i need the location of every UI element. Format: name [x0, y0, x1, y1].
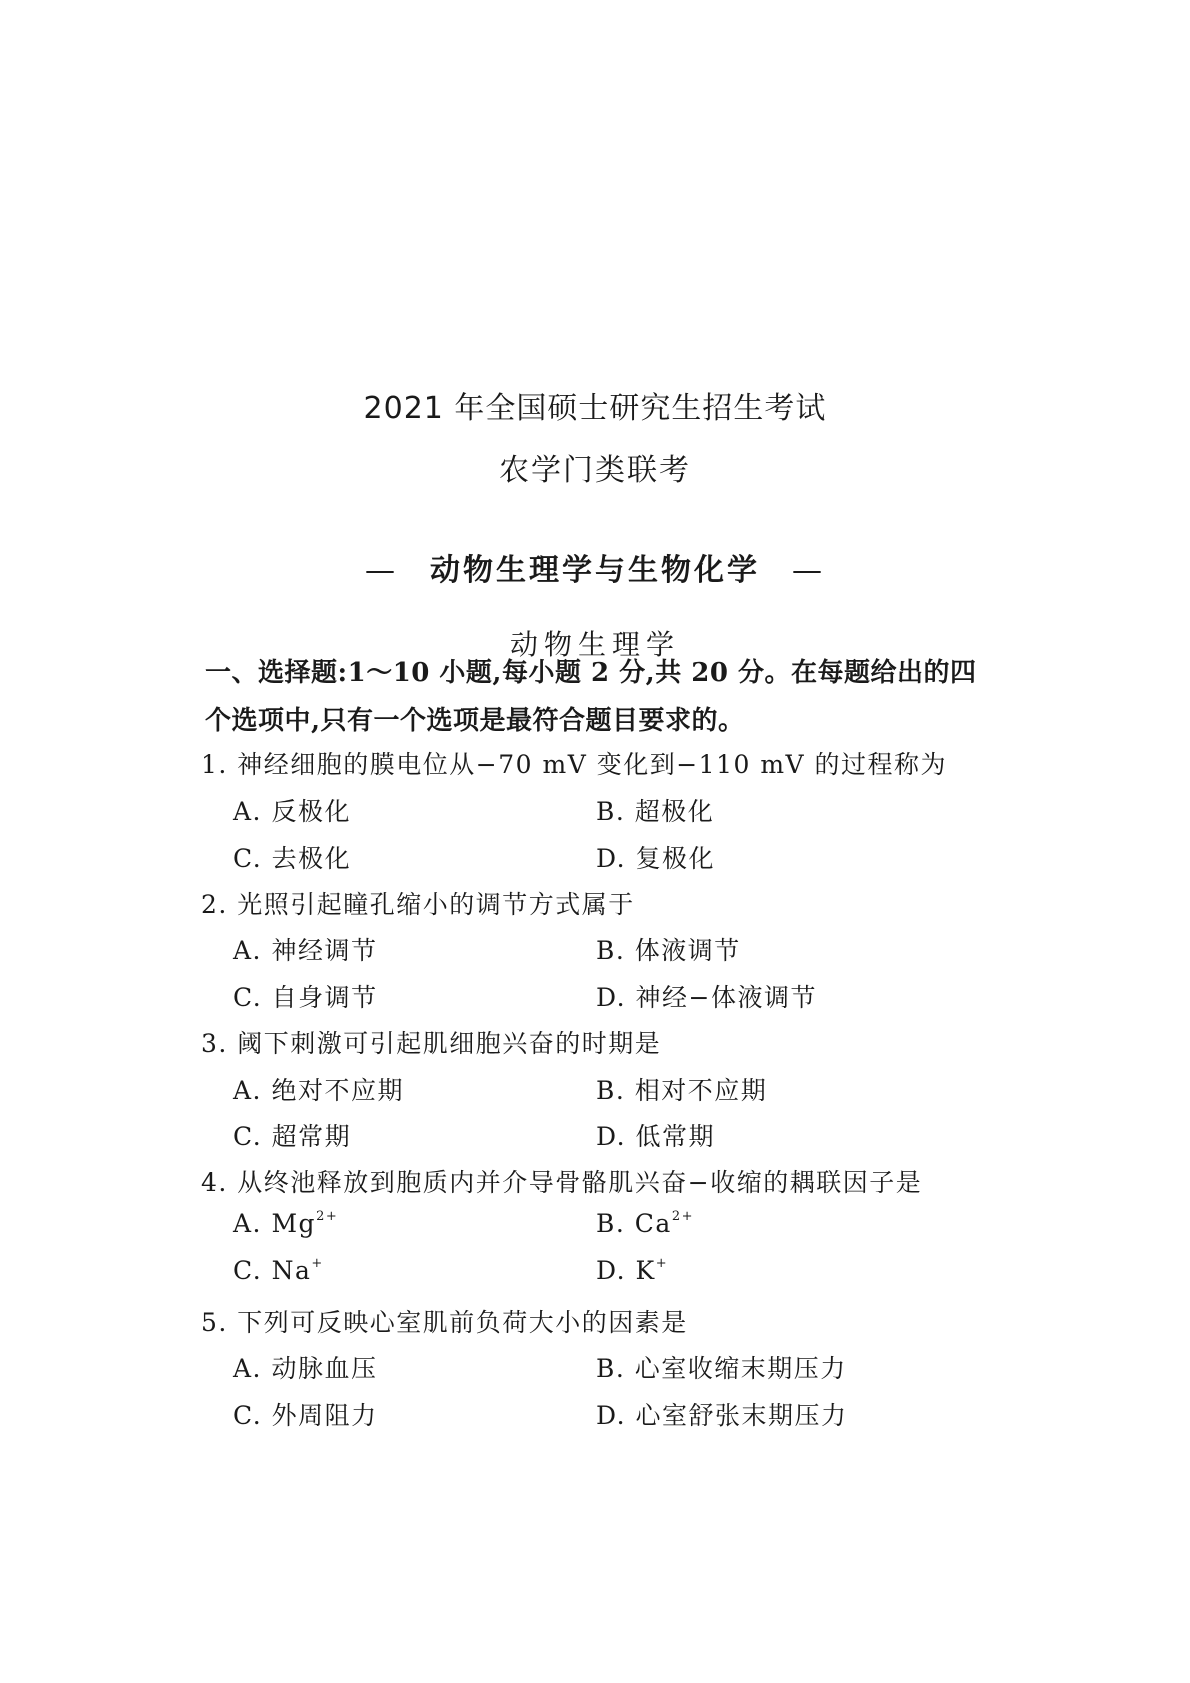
question-2-option-d: D. 神经−体液调节	[596, 983, 817, 1012]
option-label: B. Ca	[596, 1209, 672, 1238]
question-5-option-c: C. 外周阻力	[233, 1401, 378, 1430]
option-label: C. Na	[233, 1256, 312, 1285]
question-5-option-b: B. 心室收缩末期压力	[596, 1354, 847, 1383]
exam-category: 农学门类联考	[499, 453, 691, 488]
question-4-option-d	[596, 1256, 668, 1285]
question-4-option-a	[233, 1209, 338, 1238]
subject-heading	[0, 545, 1190, 589]
question-1-option-d: D. 复极化	[596, 844, 716, 873]
question-3-option-b: B. 相对不应期	[596, 1076, 768, 1105]
instructions-line-1: 一、选择题:1～10 小题,每小题 2 分,共 20 分。在每题给出的四	[205, 658, 977, 688]
question-3-option-a: A. 绝对不应期	[233, 1076, 404, 1105]
question-3-stem: 3. 阈下刺激可引起肌细胞兴奋的时期是	[201, 1029, 662, 1058]
question-4-stem: 4. 从终池释放到胞质内并介导骨骼肌兴奋−收缩的耦联因子是	[201, 1168, 923, 1197]
question-5-option-a: A. 动脉血压	[233, 1354, 378, 1383]
question-4-option-b	[596, 1209, 694, 1238]
question-5-option-d: D. 心室舒张末期压力	[596, 1401, 848, 1430]
instructions-line-2: 个选项中,只有一个选项是最符合题目要求的。	[205, 706, 745, 736]
subject-dash-right: —	[792, 553, 825, 588]
ion-charge: +	[655, 1255, 669, 1271]
question-2-option-a: A. 神经调节	[233, 936, 378, 965]
question-2-option-c: C. 自身调节	[233, 983, 378, 1012]
subject-dash-left: —	[365, 553, 398, 588]
exam-title: 2021 年全国硕士研究生招生考试	[363, 391, 827, 426]
ion-charge: +	[311, 1255, 324, 1271]
option-label: D. K	[596, 1256, 656, 1285]
question-1-stem: 1. 神经细胞的膜电位从−70 mV 变化到−110 mV 的过程称为	[201, 750, 948, 779]
question-1-option-c: C. 去极化	[233, 844, 352, 873]
section-title: 动物生理学	[509, 628, 680, 661]
question-2-option-b: B. 体液调节	[596, 936, 741, 965]
question-1-option-a: A. 反极化	[233, 797, 351, 826]
question-4-option-c	[233, 1256, 324, 1285]
question-2-stem: 2. 光照引起瞳孔缩小的调节方式属于	[201, 890, 635, 919]
question-1-option-b: B. 超极化	[596, 797, 715, 826]
subject-title: 动物生理学与生物化学	[430, 553, 760, 588]
question-3-option-d: D. 低常期	[596, 1122, 716, 1151]
ion-charge: 2+	[671, 1208, 694, 1224]
question-3-option-c: C. 超常期	[233, 1122, 352, 1151]
option-label: A. Mg	[233, 1209, 317, 1238]
ion-charge: 2+	[316, 1208, 339, 1224]
question-5-stem: 5. 下列可反映心室肌前负荷大小的因素是	[201, 1308, 688, 1337]
